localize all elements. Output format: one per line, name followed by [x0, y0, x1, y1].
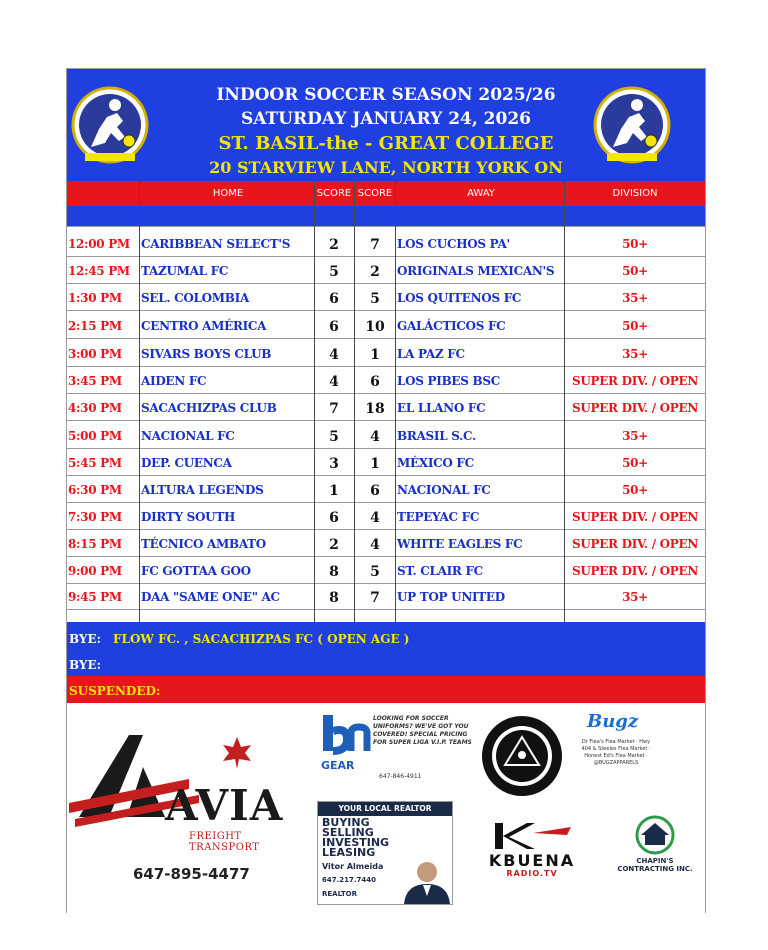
col-division: DIVISION	[612, 188, 658, 199]
match-time: 12:00 PM	[68, 237, 130, 251]
home-team: SEL. COLOMBIA	[141, 291, 249, 305]
division: 35+	[622, 291, 648, 305]
match-time: 3:00 PM	[68, 347, 122, 361]
away-team: WHITE EAGLES FC	[397, 537, 523, 551]
home-score: 4	[329, 347, 339, 363]
realtor-portrait-icon	[402, 856, 452, 904]
home-team: ALTURA LEGENDS	[141, 483, 264, 497]
avia-name: AVIA	[165, 781, 284, 830]
home-team: NACIONAL FC	[141, 429, 235, 443]
pupusa-logo-icon	[481, 715, 563, 797]
match-row	[67, 231, 705, 258]
away-team: UP TOP UNITED	[397, 590, 505, 604]
col-score-home: SCORE	[316, 188, 352, 199]
away-score: 4	[370, 537, 380, 553]
match-row	[67, 423, 705, 450]
away-team: NACIONAL FC	[397, 483, 491, 497]
home-score: 3	[329, 456, 339, 472]
division: 50+	[622, 483, 648, 497]
match-row	[67, 368, 705, 395]
home-team: FC GOTTAA GOO	[141, 564, 251, 578]
away-team: LOS CUCHOS PA'	[397, 237, 510, 251]
bye-row-2	[67, 654, 705, 676]
bugz-title: Bugz	[587, 711, 639, 732]
match-time: 5:00 PM	[68, 429, 122, 443]
away-score: 1	[370, 347, 380, 363]
bn-promo-text: LOOKING FOR SOCCER UNIFORMS? WE'VE GOT YOU COVERED! SPECIAL PRICING FOR SUPER LIGA V.I.P. TEAMS	[373, 715, 472, 746]
home-team: AIDEN FC	[141, 374, 207, 388]
pupusa-loca-sponsor	[481, 715, 563, 797]
bn-phone: 647-846-4911	[379, 773, 422, 780]
match-time: 12:45 PM	[68, 264, 130, 278]
match-row	[67, 313, 705, 340]
home-score: 8	[329, 564, 339, 580]
home-score: 8	[329, 590, 339, 606]
match-row	[67, 341, 705, 368]
chapins-sponsor	[607, 815, 703, 881]
match-row	[67, 558, 705, 585]
division: 50+	[622, 456, 648, 470]
division: SUPER DIV. / OPEN	[571, 401, 699, 415]
home-team: CENTRO AMÉRICA	[141, 319, 267, 333]
realtor-header: YOUR LOCAL REALTOR	[318, 802, 452, 816]
avia-subtitle: FREIGHT TRANSPORT	[189, 831, 260, 853]
division: SUPER DIV. / OPEN	[571, 537, 699, 551]
match-time: 2:15 PM	[68, 319, 122, 333]
match-time: 6:30 PM	[68, 483, 122, 497]
match-time: 8:15 PM	[68, 537, 122, 551]
away-score: 4	[370, 510, 380, 526]
kbuena-logo-icon	[467, 819, 597, 853]
away-score: 4	[370, 429, 380, 445]
match-row	[67, 258, 705, 285]
home-team: DAA "SAME ONE" AC	[141, 590, 280, 604]
home-score: 6	[329, 510, 339, 526]
suspended-label: SUSPENDED:	[69, 684, 161, 698]
bn-logo-icon	[319, 713, 373, 759]
home-score: 4	[329, 374, 339, 390]
away-score: 2	[370, 264, 380, 280]
division: 35+	[622, 429, 648, 443]
sponsor-area	[67, 703, 705, 913]
match-time: 3:45 PM	[68, 374, 122, 388]
away-team: ST. CLAIR FC	[397, 564, 483, 578]
realtor-phone: 647.217.7440	[322, 876, 377, 884]
division: 35+	[622, 347, 648, 361]
away-score: 6	[370, 483, 380, 499]
realtor-name: Vitor Almeida	[322, 862, 384, 871]
match-row	[67, 450, 705, 477]
home-team: SIVARS BOYS CLUB	[141, 347, 272, 361]
realtor-service-2: SELLING	[322, 826, 374, 839]
division: 50+	[622, 264, 648, 278]
home-team: TÉCNICO AMBATO	[141, 537, 266, 551]
realtor-service-1: BUYING	[322, 816, 370, 829]
away-score: 7	[370, 590, 380, 606]
home-score: 6	[329, 319, 339, 335]
match-row	[67, 584, 705, 611]
away-score: 10	[365, 319, 385, 335]
division: SUPER DIV. / OPEN	[571, 564, 699, 578]
season-title: INDOOR SOCCER SEASON 2025/26	[216, 85, 556, 105]
home-team: CARIBBEAN SELECT'S	[141, 237, 291, 251]
away-team: BRASIL S.C.	[397, 429, 476, 443]
realtor-service-4: LEASING	[322, 846, 376, 859]
realtor-sponsor	[317, 801, 453, 905]
grid-row-divider	[67, 226, 705, 227]
match-row	[67, 395, 705, 422]
kbuena-sponsor	[467, 819, 597, 879]
away-score: 7	[370, 237, 380, 253]
avia-phone: 647-895-4477	[133, 865, 250, 883]
home-team: DIRTY SOUTH	[141, 510, 236, 524]
away-score: 5	[370, 564, 380, 580]
suspended-row	[67, 676, 705, 703]
away-team: LA PAZ FC	[397, 347, 465, 361]
bye-label-1: BYE:	[69, 632, 102, 646]
avia-sponsor	[69, 707, 303, 907]
home-team: DEP. CUENCA	[141, 456, 232, 470]
division: SUPER DIV. / OPEN	[571, 510, 699, 524]
home-team: TAZUMAL FC	[141, 264, 229, 278]
away-team: TEPEYAC FC	[397, 510, 480, 524]
away-team: LOS QUITENOS FC	[397, 291, 522, 305]
match-row	[67, 504, 705, 531]
match-time: 9:00 PM	[68, 564, 122, 578]
away-score: 5	[370, 291, 380, 307]
match-date: SATURDAY JANUARY 24, 2026	[240, 109, 531, 129]
col-home: HOME	[212, 188, 244, 199]
match-time: 4:30 PM	[68, 401, 122, 415]
match-time: 5:45 PM	[68, 456, 122, 470]
bugz-details: Dr Flea's Flea Market · Hwy 404 & Steeles Flea Market · Honest Ed's Flea Market · @BUGZAPPARELS	[581, 739, 651, 766]
bye-row-1	[67, 622, 705, 654]
col-score-away: SCORE	[357, 188, 393, 199]
bye-teams-1: FLOW FC. , SACACHIZPAS FC ( OPEN AGE )	[113, 632, 410, 646]
bn-gear-name: GEAR	[321, 759, 355, 772]
kbuena-radio: RADIO.TV	[506, 869, 558, 878]
home-score: 2	[329, 237, 339, 253]
home-score: 6	[329, 291, 339, 307]
home-score: 1	[329, 483, 339, 499]
home-score: 5	[329, 264, 339, 280]
match-row	[67, 285, 705, 312]
away-score: 18	[365, 401, 385, 417]
bn-gear-sponsor	[317, 711, 477, 799]
home-score: 2	[329, 537, 339, 553]
away-team: EL LLANO FC	[397, 401, 486, 415]
header-spacer-band	[67, 206, 705, 226]
division: 50+	[622, 319, 648, 333]
header-banner	[67, 69, 705, 181]
home-score: 5	[329, 429, 339, 445]
match-row	[67, 477, 705, 504]
chapins-house-icon	[607, 815, 703, 855]
home-score: 7	[329, 401, 339, 417]
venue-name: ST. BASIL-the - GREAT COLLEGE	[218, 133, 554, 154]
realtor-service-3: INVESTING	[322, 836, 390, 849]
away-score: 6	[370, 374, 380, 390]
home-team: SACACHIZPAS CLUB	[141, 401, 277, 415]
division: SUPER DIV. / OPEN	[571, 374, 699, 388]
realtor-services	[322, 818, 389, 858]
chapins-name: CHAPIN'S CONTRACTING INC.	[617, 857, 693, 873]
match-time: 7:30 PM	[68, 510, 122, 524]
column-header-row	[67, 181, 705, 206]
col-away: AWAY	[467, 188, 495, 199]
match-time: 9:45 PM	[68, 590, 122, 604]
bugz-apparel-sponsor	[575, 707, 655, 803]
away-team: LOS PIBES BSC	[397, 374, 500, 388]
match-time: 1:30 PM	[68, 291, 122, 305]
kbuena-name: KBUENA	[488, 851, 576, 870]
away-team: MÉXICO FC	[397, 456, 474, 470]
division: 35+	[622, 590, 648, 604]
division: 50+	[622, 237, 648, 251]
venue-address: 20 STARVIEW LANE, NORTH YORK ON	[209, 158, 563, 177]
bye-label-2: BYE:	[69, 658, 102, 672]
away-team: ORIGINALS MEXICAN'S	[397, 264, 555, 278]
schedule-sheet	[66, 68, 706, 913]
match-row	[67, 531, 705, 558]
away-team: GALÁCTICOS FC	[397, 319, 506, 333]
away-score: 1	[370, 456, 380, 472]
realtor-brand: REALTOR	[322, 890, 358, 898]
